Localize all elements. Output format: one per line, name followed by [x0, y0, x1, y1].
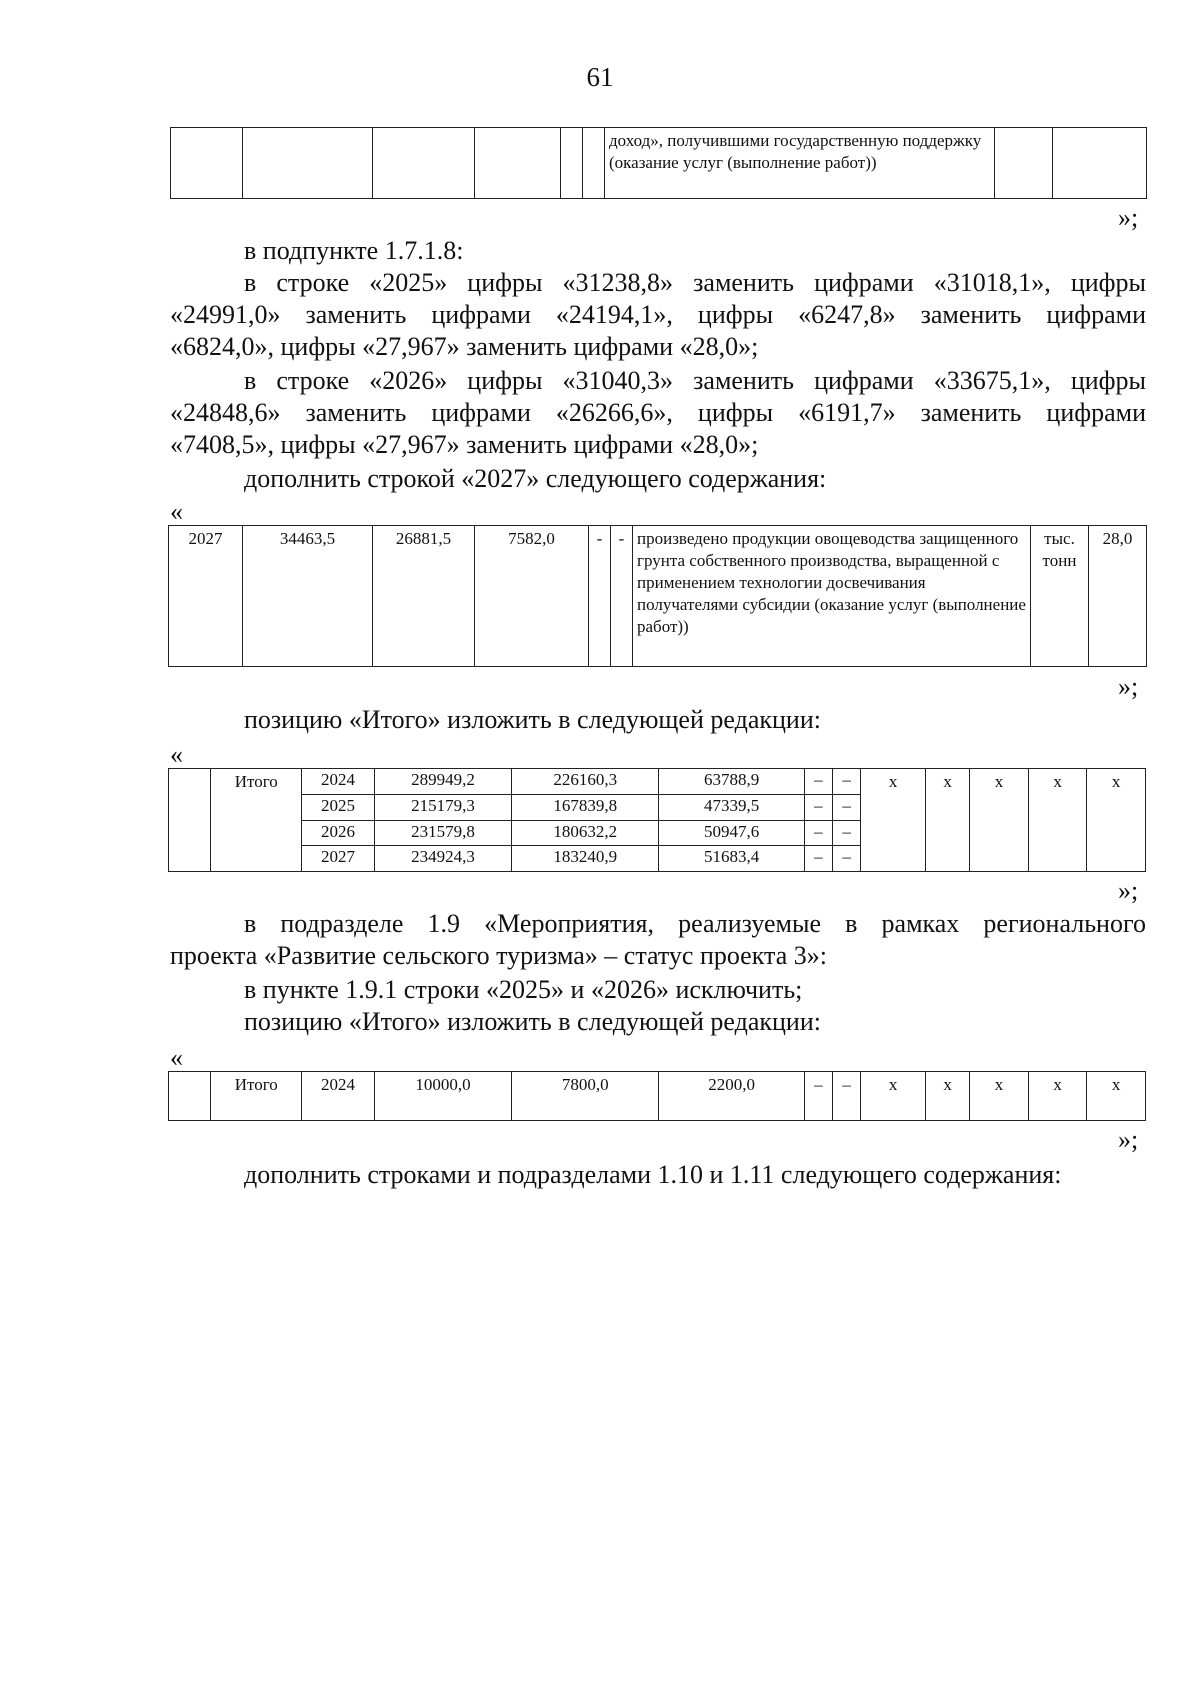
- para-subsection-1-9-line2: проекта «Развитие сельского туризма» – статус проекта 3»:: [170, 941, 827, 970]
- cell-itogo-label: Итого: [211, 769, 302, 872]
- cell-x: х: [1028, 1072, 1087, 1121]
- cell-empty: [583, 128, 605, 199]
- cell-empty: [1053, 128, 1147, 199]
- cell-federal: 167839,8: [512, 794, 659, 820]
- quote-close: »;: [1118, 672, 1139, 701]
- cell-x: х: [861, 1072, 926, 1121]
- cell-empty: [243, 128, 373, 199]
- cell-unit: тыс. тонн: [1031, 526, 1089, 667]
- cell-x: х: [925, 1072, 969, 1121]
- cell-dash: –: [833, 1072, 861, 1121]
- cell-dash: –: [833, 794, 861, 820]
- para-point-1-9-1: в пункте 1.9.1 строки «2025» и «2026» исключить;: [244, 975, 803, 1004]
- cell-federal: 26881,5: [373, 526, 475, 667]
- cell-federal: 183240,9: [512, 846, 659, 872]
- cell-regional: 63788,9: [659, 769, 804, 795]
- para-row-2026: в строке «2026» цифры «31040,3» заменить цифрами «33675,1», цифры: [244, 366, 1146, 395]
- cell-x: х: [1087, 1072, 1146, 1121]
- cell-total: 234924,3: [374, 846, 511, 872]
- cell-dash: -: [589, 526, 611, 667]
- cell-federal: 7800,0: [512, 1072, 659, 1121]
- cell-empty: [475, 128, 561, 199]
- para-row-2025: в строке «2025» цифры «31238,8» заменить цифрами «31018,1», цифры: [244, 268, 1146, 297]
- cell-empty: [561, 128, 583, 199]
- cell-federal: 226160,3: [512, 769, 659, 795]
- cell-year: 2024: [302, 1072, 375, 1121]
- cell-x: х: [970, 1072, 1029, 1121]
- page-number: 61: [586, 62, 614, 92]
- para-subsection-1-9: в подразделе 1.9 «Мероприятия, реализуемые в рамках регионального: [244, 909, 1146, 938]
- cell-year: 2026: [302, 820, 375, 846]
- cell-total: 34463,5: [243, 526, 373, 667]
- cell-regional: 2200,0: [659, 1072, 804, 1121]
- cell-itogo-label: Итого: [211, 1072, 302, 1121]
- cell-empty: [373, 128, 475, 199]
- para-itogo: позицию «Итого» изложить в следующей редакции:: [244, 705, 821, 734]
- quote-open: «: [170, 1043, 183, 1072]
- cell-total: 10000,0: [374, 1072, 511, 1121]
- cell-indicator: произведено продукции овощеводства защищенного грунта собственного производства, выращенной с применением технологии досвечивания получателями субсидии (оказание услуг (выполнение работ)): [633, 526, 1031, 667]
- cell-year: 2027: [302, 846, 375, 872]
- cell-regional: 47339,5: [659, 794, 804, 820]
- cell-x: х: [1087, 769, 1146, 872]
- cell-regional: 51683,4: [659, 846, 804, 872]
- para-row-2026-line2: «24848,6» заменить цифрами «26266,6», цифры «6191,7» заменить цифрами: [170, 398, 1146, 427]
- cell-empty: [995, 128, 1053, 199]
- para-itogo-2: позицию «Итого» изложить в следующей редакции:: [244, 1007, 821, 1036]
- quote-open: «: [170, 740, 183, 769]
- cell-total: 215179,3: [374, 794, 511, 820]
- cell-dash: –: [804, 794, 832, 820]
- cell-total: 231579,8: [374, 820, 511, 846]
- para-add-1-10-1-11: дополнить строками и подразделами 1.10 и 1.11 следующего содержания:: [244, 1160, 1062, 1189]
- para-row-2026-line3: «7408,5», цифры «27,967» заменить цифрами «28,0»;: [170, 430, 759, 459]
- cell-dash: –: [804, 820, 832, 846]
- cell-year: 2027: [169, 526, 243, 667]
- cell-regional: 7582,0: [475, 526, 589, 667]
- cell-empty: [169, 1072, 211, 1121]
- quote-close: »;: [1118, 876, 1139, 905]
- cell-year: 2024: [302, 769, 375, 795]
- para-subpoint: в подпункте 1.7.1.8:: [244, 236, 464, 265]
- cell-federal: 180632,2: [512, 820, 659, 846]
- quote-close: »;: [1118, 1125, 1139, 1154]
- table-continuation: [170, 127, 1147, 199]
- table-itogo: [168, 768, 1146, 872]
- para-row-2025-line3: «6824,0», цифры «27,967» заменить цифрами «28,0»;: [170, 332, 759, 361]
- cell-dash: –: [804, 1072, 832, 1121]
- cell-x: х: [970, 769, 1029, 872]
- cell-value: 28,0: [1089, 526, 1147, 667]
- para-add-2027: дополнить строкой «2027» следующего содержания:: [244, 464, 827, 493]
- cell-x: х: [925, 769, 969, 872]
- cell-total: 289949,2: [374, 769, 511, 795]
- cell-x: х: [1028, 769, 1087, 872]
- quote-open: «: [170, 497, 183, 526]
- table-itogo-2: [168, 1071, 1146, 1121]
- cell-dash: –: [804, 846, 832, 872]
- cell-empty: [169, 769, 211, 872]
- table-row-2027: [168, 525, 1147, 667]
- cell-year: 2025: [302, 794, 375, 820]
- para-row-2025-line2: «24991,0» заменить цифрами «24194,1», цифры «6247,8» заменить цифрами: [170, 300, 1146, 329]
- cell-dash: –: [833, 769, 861, 795]
- cell-empty: [171, 128, 243, 199]
- cell-dash: –: [833, 846, 861, 872]
- cell-dash: –: [804, 769, 832, 795]
- quote-close: »;: [1118, 203, 1139, 232]
- cell-dash: -: [611, 526, 633, 667]
- cell-regional: 50947,6: [659, 820, 804, 846]
- cell-dash: –: [833, 820, 861, 846]
- cell-description: доход», получившими государственную поддержку (оказание услуг (выполнение работ)): [605, 128, 995, 199]
- cell-x: х: [861, 769, 926, 872]
